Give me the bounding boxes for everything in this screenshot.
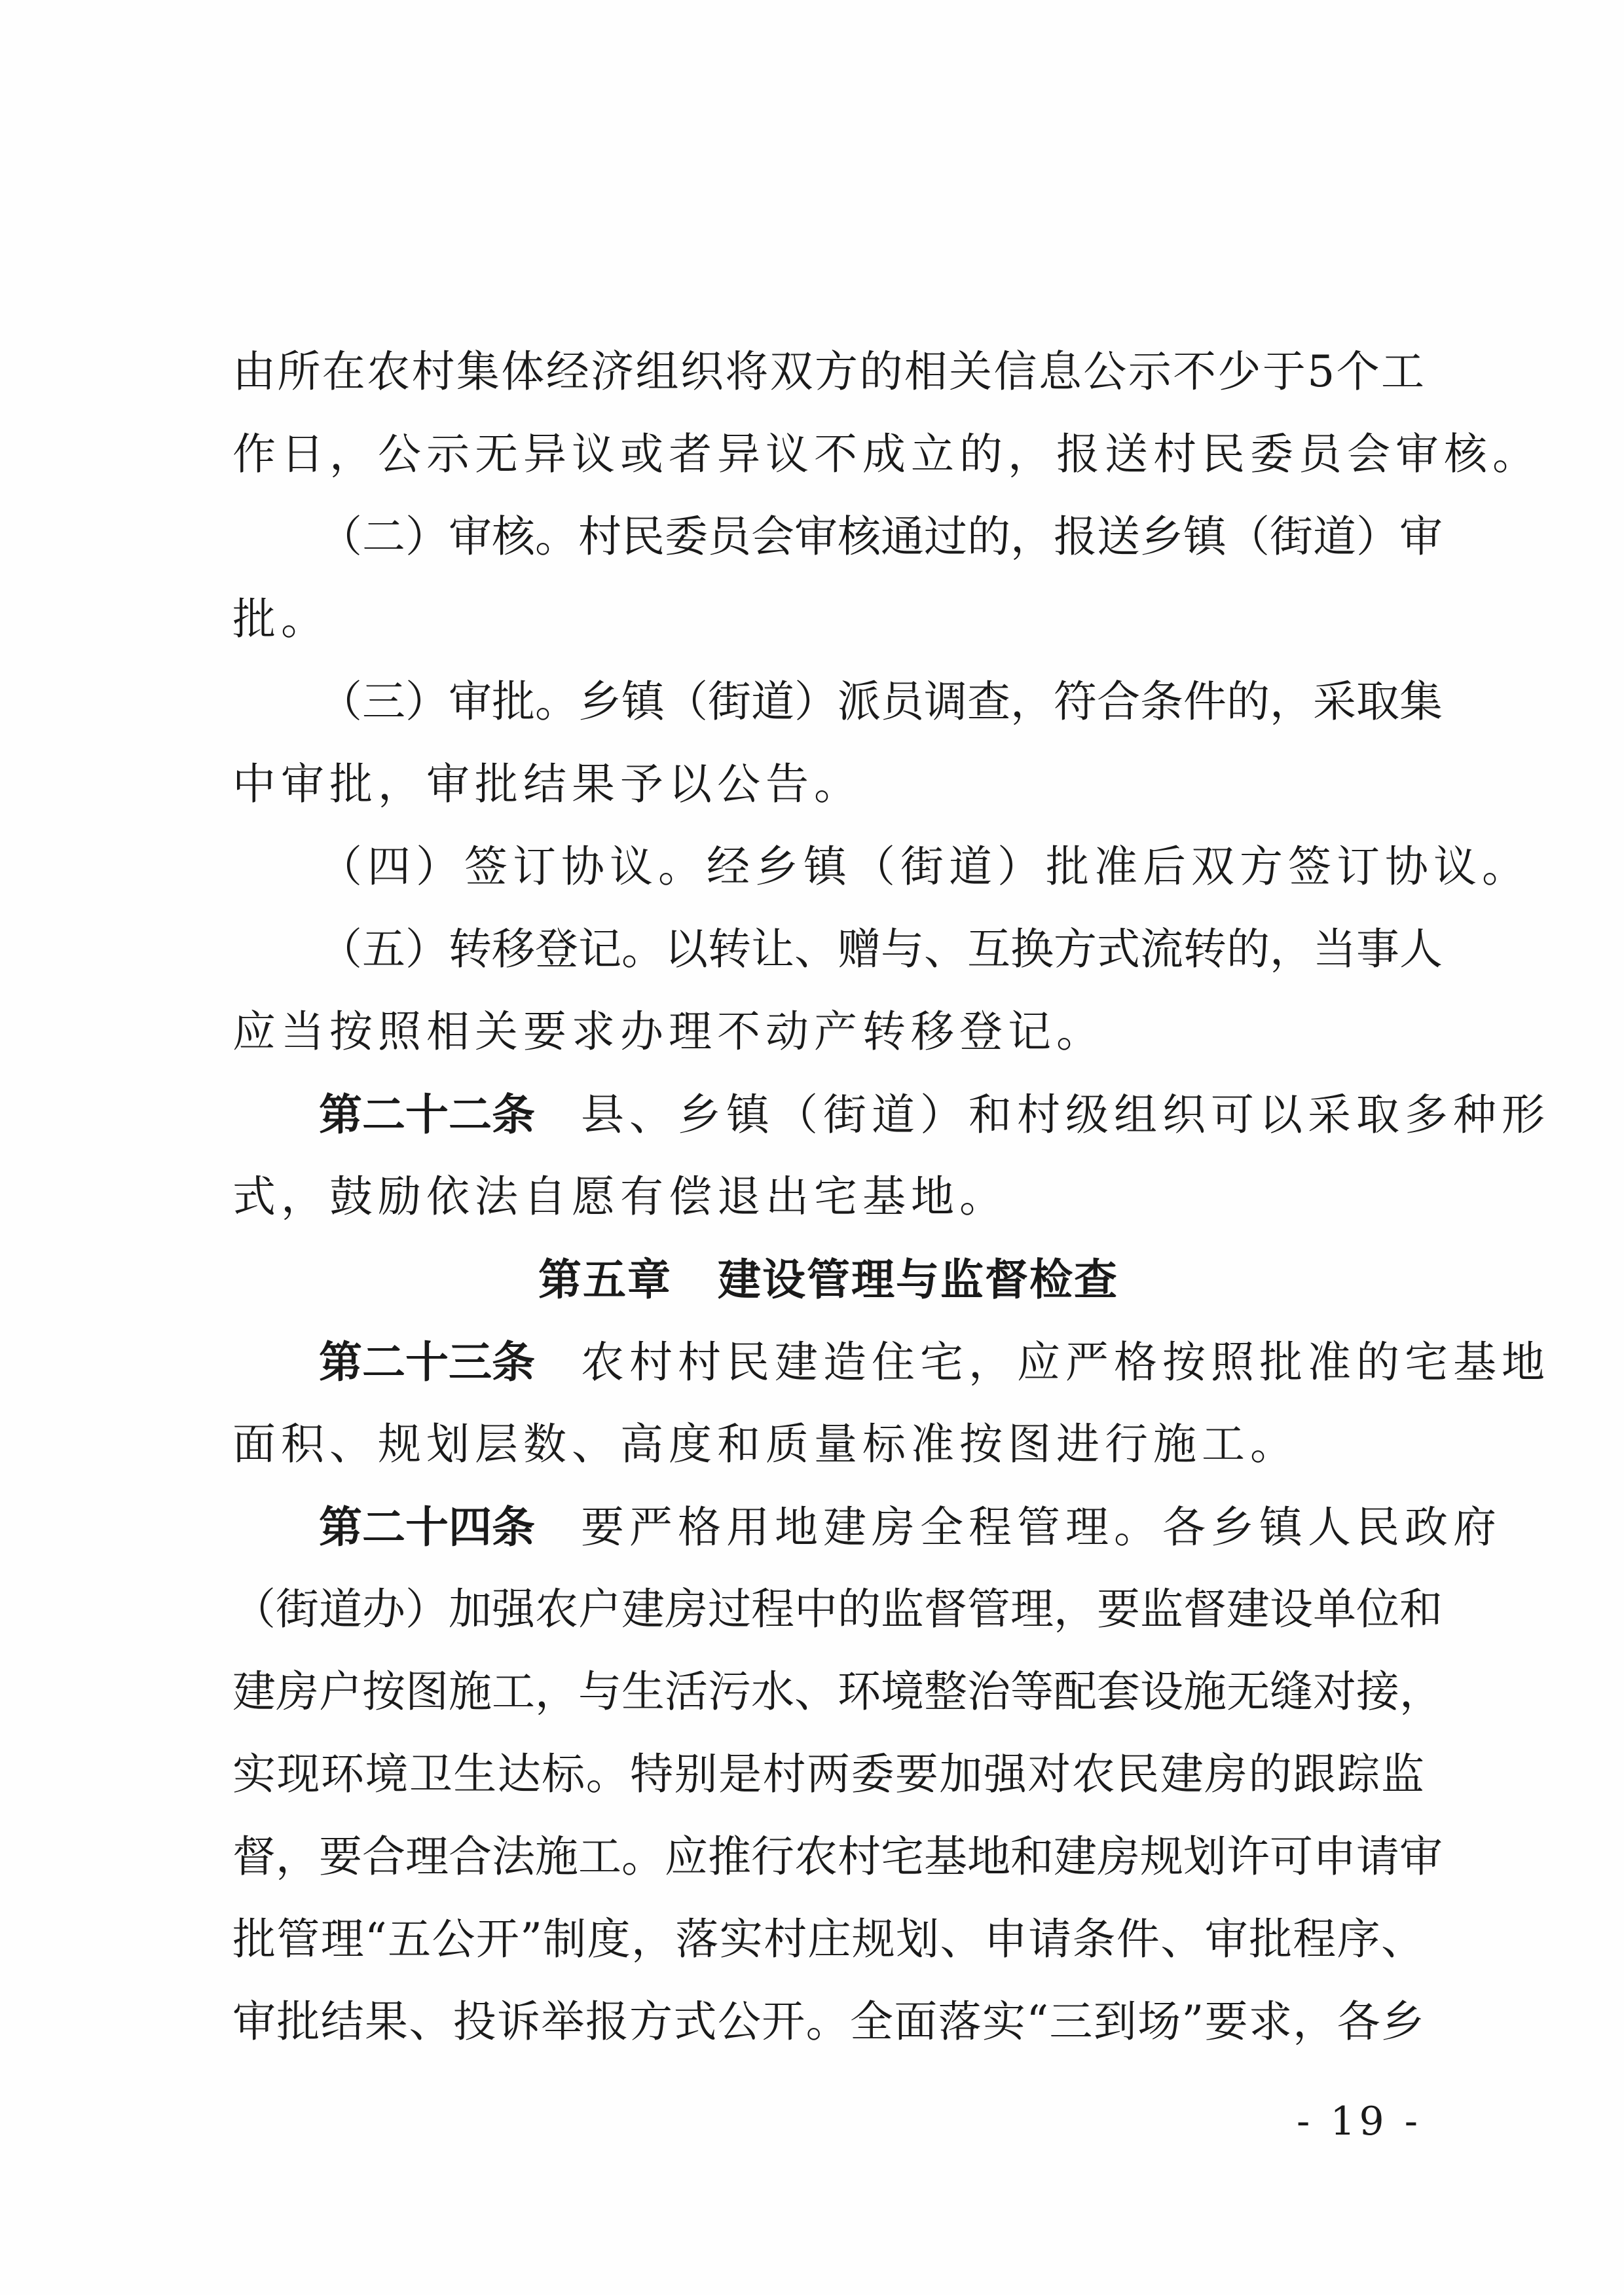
article-heading: 第二十三条	[319, 1336, 535, 1387]
text-line: 面积、规划层数、高度和质量标准按图进行施工。	[232, 1419, 1299, 1469]
text-line: （四）签订协议。经乡镇（街道）批准后双方签订协议。	[319, 841, 1530, 892]
article-text: 县、乡镇（街道）和村级组织可以采取多种形	[581, 1090, 1550, 1140]
text-line: 应当按照相关要求办理不动产转移登记。	[232, 1006, 1105, 1057]
article-text: 农村村民建造住宅，应严格按照批准的宅基地	[581, 1337, 1550, 1387]
article-line	[232, 1073, 1550, 1156]
text-line: 批管理“五公开”制度，落实村庄规划、申请条件、审批程序、	[232, 1914, 1424, 1964]
page-number: - 19 -	[1297, 2099, 1422, 2144]
article-text: 要严格用地建房全程管理。各乡镇人民政府	[581, 1502, 1502, 1552]
text-line: 由所在农村集体经济组织将双方的相关信息公示不少于5个工	[232, 346, 1424, 397]
text-line: 实现环境卫生达标。特别是村两委要加强对农民建房的跟踪监	[232, 1749, 1424, 1799]
chapter-number: 第五章	[538, 1254, 672, 1305]
text-line: 批。	[232, 594, 329, 644]
text-line: 建房户按图施工，与生活污水、环境整治等配套设施无缝对接，	[232, 1666, 1443, 1717]
text-line: （三）审批。乡镇（街道）派员调查，符合条件的，采取集	[319, 676, 1443, 727]
body-text	[232, 331, 1550, 2063]
text-line: （街道办）加强农户建房过程中的监督管理，要监督建设单位和	[232, 1584, 1443, 1634]
article-line	[232, 1321, 1550, 1403]
text-line: （二）审核。村民委员会审核通过的，报送乡镇（街道）审	[319, 511, 1443, 562]
article-heading: 第二十四条	[319, 1501, 535, 1552]
chapter-title: 建设管理与监督检查	[718, 1254, 1118, 1305]
article-heading: 第二十二条	[319, 1089, 535, 1140]
text-line: 审批结果、投诉举报方式公开。全面落实“三到场”要求，各乡	[232, 1996, 1424, 2047]
text-line: 中审批，审批结果予以公告。	[232, 759, 862, 809]
text-line: 式，鼓励依法自愿有偿退出宅基地。	[232, 1171, 1008, 1222]
chapter-heading	[232, 1238, 1424, 1321]
article-line	[232, 1486, 1502, 1568]
text-line: 作日，公示无异议或者异议不成立的，报送村民委员会审核。	[232, 429, 1541, 479]
text-line: （五）转移登记。以转让、赠与、互换方式流转的，当事人	[319, 924, 1443, 974]
text-line: 督，要合理合法施工。应推行农村宅基地和建房规划许可申请审	[232, 1831, 1443, 1882]
